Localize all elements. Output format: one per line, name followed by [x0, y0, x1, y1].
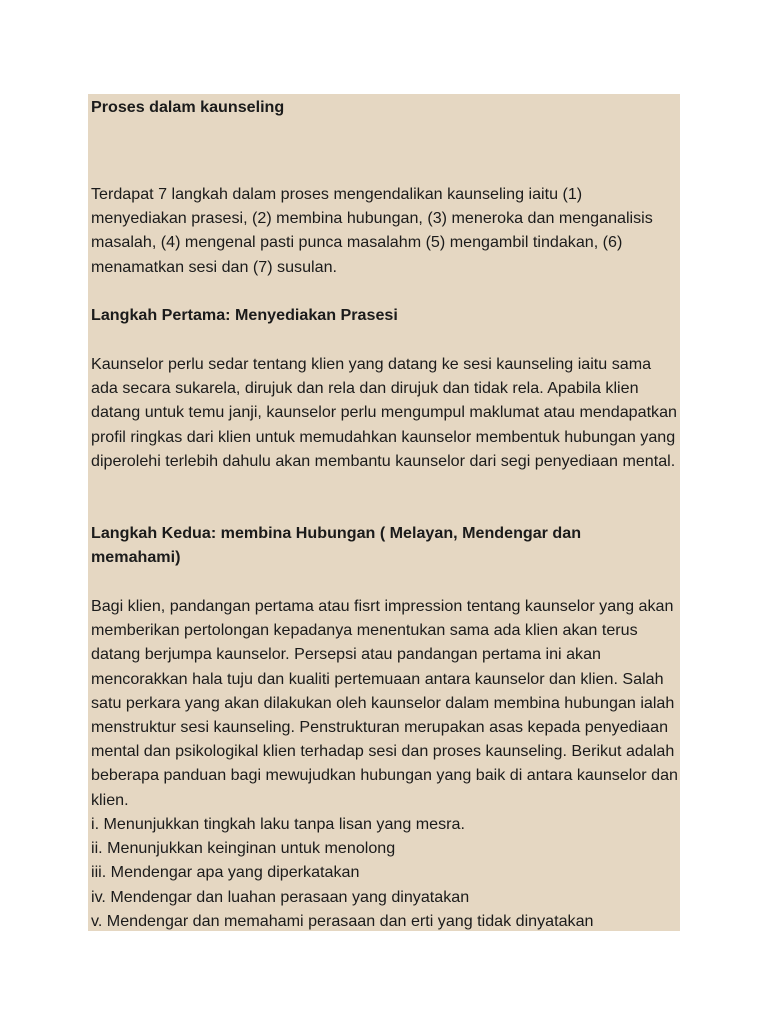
list-item: iv. Mendengar dan luahan perasaan yang dinyatakan — [91, 887, 470, 906]
section-heading-langkah-kedua: Langkah Kedua: membina Hubungan ( Melayan, Mendengar dan memahami) — [91, 524, 582, 567]
intro-paragraph: Terdapat 7 langkah dalam proses mengendalikan kaunseling iaitu (1) menyediakan prasesi, (2) membina hubungan, (3) meneroka dan menganalisis masalah, (4) mengenal pasti punca masalahm (5) mengambil tindakan, (6) menamatkan sesi dan (7) susulan. — [91, 185, 653, 276]
section-body-langkah-pertama: Kaunselor perlu sedar tentang klien yang datang ke sesi kaunseling iaitu sama ada secara sukarela, dirujuk dan rela dan dirujuk dan tidak rela. Apabila klien datang untuk temu janji, kaunselor perlu mengumpul maklumat atau mendapatkan profil ringkas dari klien untuk memudahkan kaunselor membentuk hubungan yang diperolehi terlebih dahulu akan membantu kaunselor dari segi penyediaan mental. — [91, 355, 677, 470]
list-item: iii. Mendengar apa yang diperkatakan — [91, 863, 360, 882]
list-item: v. Mendengar dan memahami perasaan dan erti yang tidak dinyatakan — [91, 911, 594, 930]
section-heading-langkah-pertama: Langkah Pertama: Menyediakan Prasesi — [91, 306, 398, 324]
document-title: Proses dalam kaunseling — [91, 98, 285, 116]
list-item: i. Menunjukkan tingkah laku tanpa lisan yang mesra. — [91, 815, 465, 833]
section-body-langkah-kedua: Bagi klien, pandangan pertama atau fisrt impression tentang kaunselor yang akan memberikan pertolongan kepadanya menentukan sama ada klien akan terus datang berjumpa kaunselor. Persepsi atau pandangan pertama ini akan mencorakkan hala tuju dan kualiti pertemuaan antara kaunselor dan klien. Salah satu perkara yang akan dilakukan oleh kaunselor dalam membina hubungan ialah menstruktur sesi kaunseling. Penstrukturan merupakan asas kepada penyediaan mental dan psikologikal klien terhadap sesi dan proses kaunseling. Berikut adalah beberapa panduan bagi mewujudkan hubungan yang baik di antara kaunselor dan klien. — [91, 597, 678, 809]
list-item: ii. Menunjukkan keinginan untuk menolong — [91, 839, 396, 858]
document-page — [88, 94, 680, 931]
guideline-list — [91, 812, 679, 931]
